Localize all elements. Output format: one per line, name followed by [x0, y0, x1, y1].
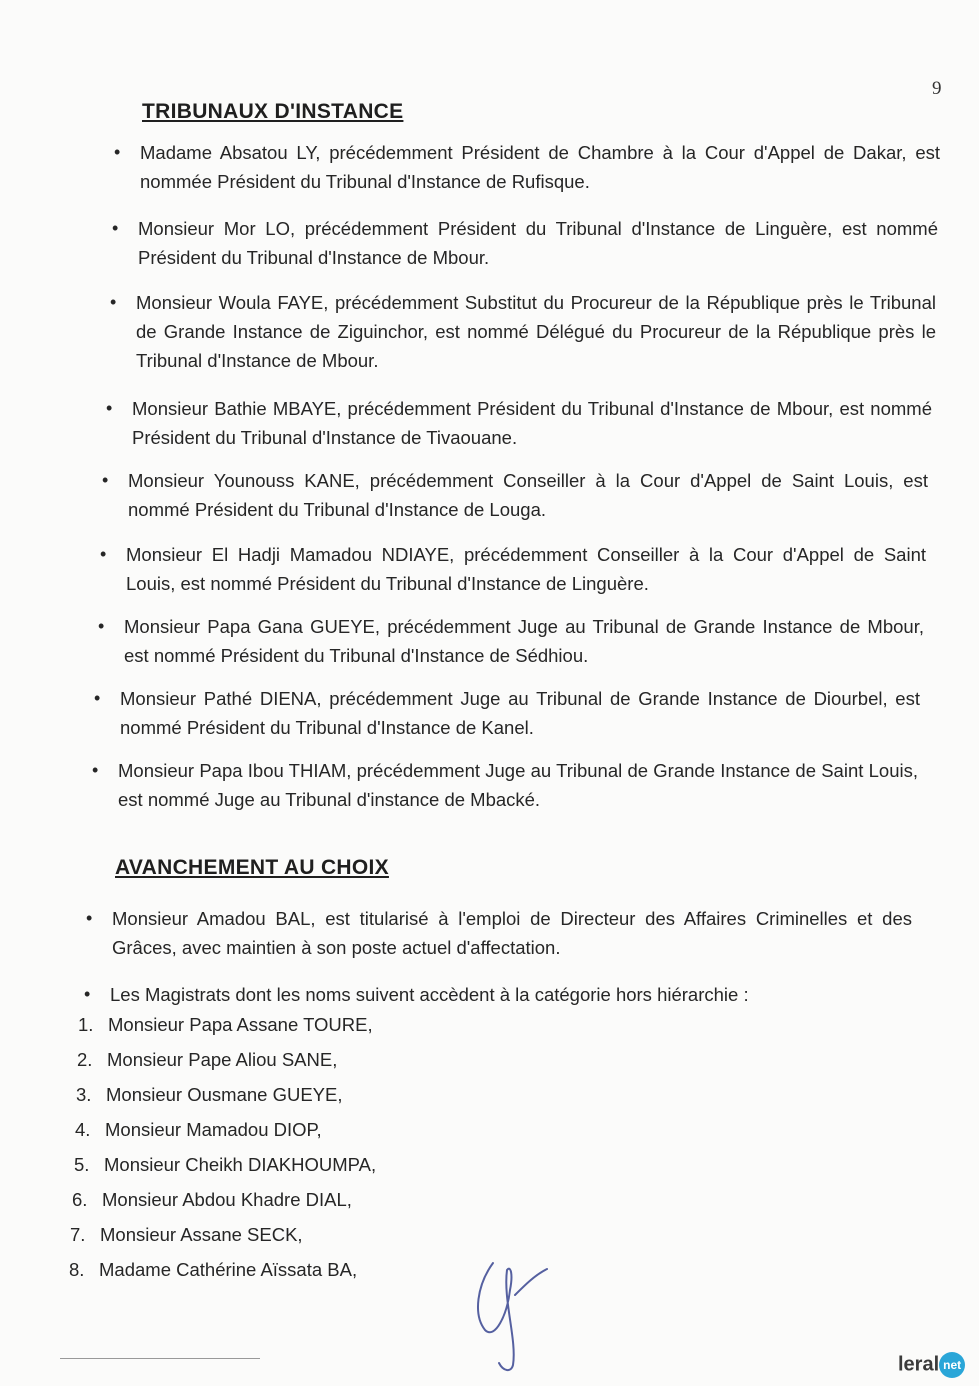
- numbered-item: 7. Monsieur Assane SECK,: [70, 1224, 303, 1245]
- watermark-badge: net: [939, 1352, 965, 1378]
- list-item: • Madame Absatou LY, précédemment Président de Chambre à la Cour d'Appel de Dakar, est nommée Président du Tribunal d'Instance de Rufisque.: [140, 138, 940, 196]
- numbered-item: 3. Monsieur Ousmane GUEYE,: [76, 1084, 343, 1105]
- footer-rule: [60, 1358, 260, 1359]
- list-item: • Monsieur Papa Gana GUEYE, précédemment Juge au Tribunal de Grande Instance de Mbour, est nommé Président du Tribunal d'Instance de Sédhiou.: [124, 612, 924, 670]
- numbered-item: 6. Monsieur Abdou Khadre DIAL,: [72, 1189, 352, 1210]
- list-item: • Monsieur Amadou BAL, est titularisé à l'emploi de Directeur des Affaires Criminelles et des Grâces, avec maintien à son poste actuel d'affectation.: [112, 904, 912, 962]
- signature-mark: [455, 1245, 565, 1375]
- watermark-logo: leral net: [898, 1352, 965, 1378]
- list-item: • Monsieur Younouss KANE, précédemment Conseiller à la Cour d'Appel de Saint Louis, est nommé Président du Tribunal d'Instance de Louga.: [128, 466, 928, 524]
- list-item: • Monsieur El Hadji Mamadou NDIAYE, précédemment Conseiller à la Cour d'Appel de Saint Louis, est nommé Président du Tribunal d'Instance de Linguère.: [126, 540, 926, 598]
- numbered-item: 4. Monsieur Mamadou DIOP,: [75, 1119, 322, 1140]
- numbered-item: 2. Monsieur Pape Aliou SANE,: [77, 1049, 338, 1070]
- list-item: • Monsieur Papa Ibou THIAM, précédemment Juge au Tribunal de Grande Instance de Saint Louis, est nommé Juge au Tribunal d'instance de Mbacké.: [118, 756, 918, 814]
- section-heading-tribunaux: TRIBUNAUX D'INSTANCE: [142, 100, 404, 123]
- list-item: • Monsieur Pathé DIENA, précédemment Juge au Tribunal de Grande Instance de Diourbel, est nommé Président du Tribunal d'Instance de Kanel.: [120, 684, 920, 742]
- list-item: • Monsieur Mor LO, précédemment Président du Tribunal d'Instance de Linguère, est nommé Président du Tribunal d'Instance de Mbour.: [138, 214, 938, 272]
- section-heading-avancement: AVANCHEMENT AU CHOIX: [115, 856, 389, 879]
- page-number: 9: [932, 78, 942, 99]
- list-item: • Monsieur Woula FAYE, précédemment Substitut du Procureur de la République près le Tribunal de Grande Instance de Ziguinchor, est nommé Délégué du Procureur de la République près le Tribunal d'Instance de Mbour.: [136, 288, 936, 375]
- list-item: • Monsieur Bathie MBAYE, précédemment Président du Tribunal d'Instance de Mbour, est nommé Président du Tribunal d'Instance de Tivaouane.: [132, 394, 932, 452]
- list-item: • Les Magistrats dont les noms suivent accèdent à la catégorie hors hiérarchie :: [110, 980, 910, 1009]
- numbered-item: 8. Madame Cathérine Aïssata BA,: [69, 1259, 358, 1280]
- numbered-item: 5. Monsieur Cheikh DIAKHOUMPA,: [74, 1154, 377, 1175]
- numbered-item: 1. Monsieur Papa Assane TOURE,: [78, 1014, 373, 1035]
